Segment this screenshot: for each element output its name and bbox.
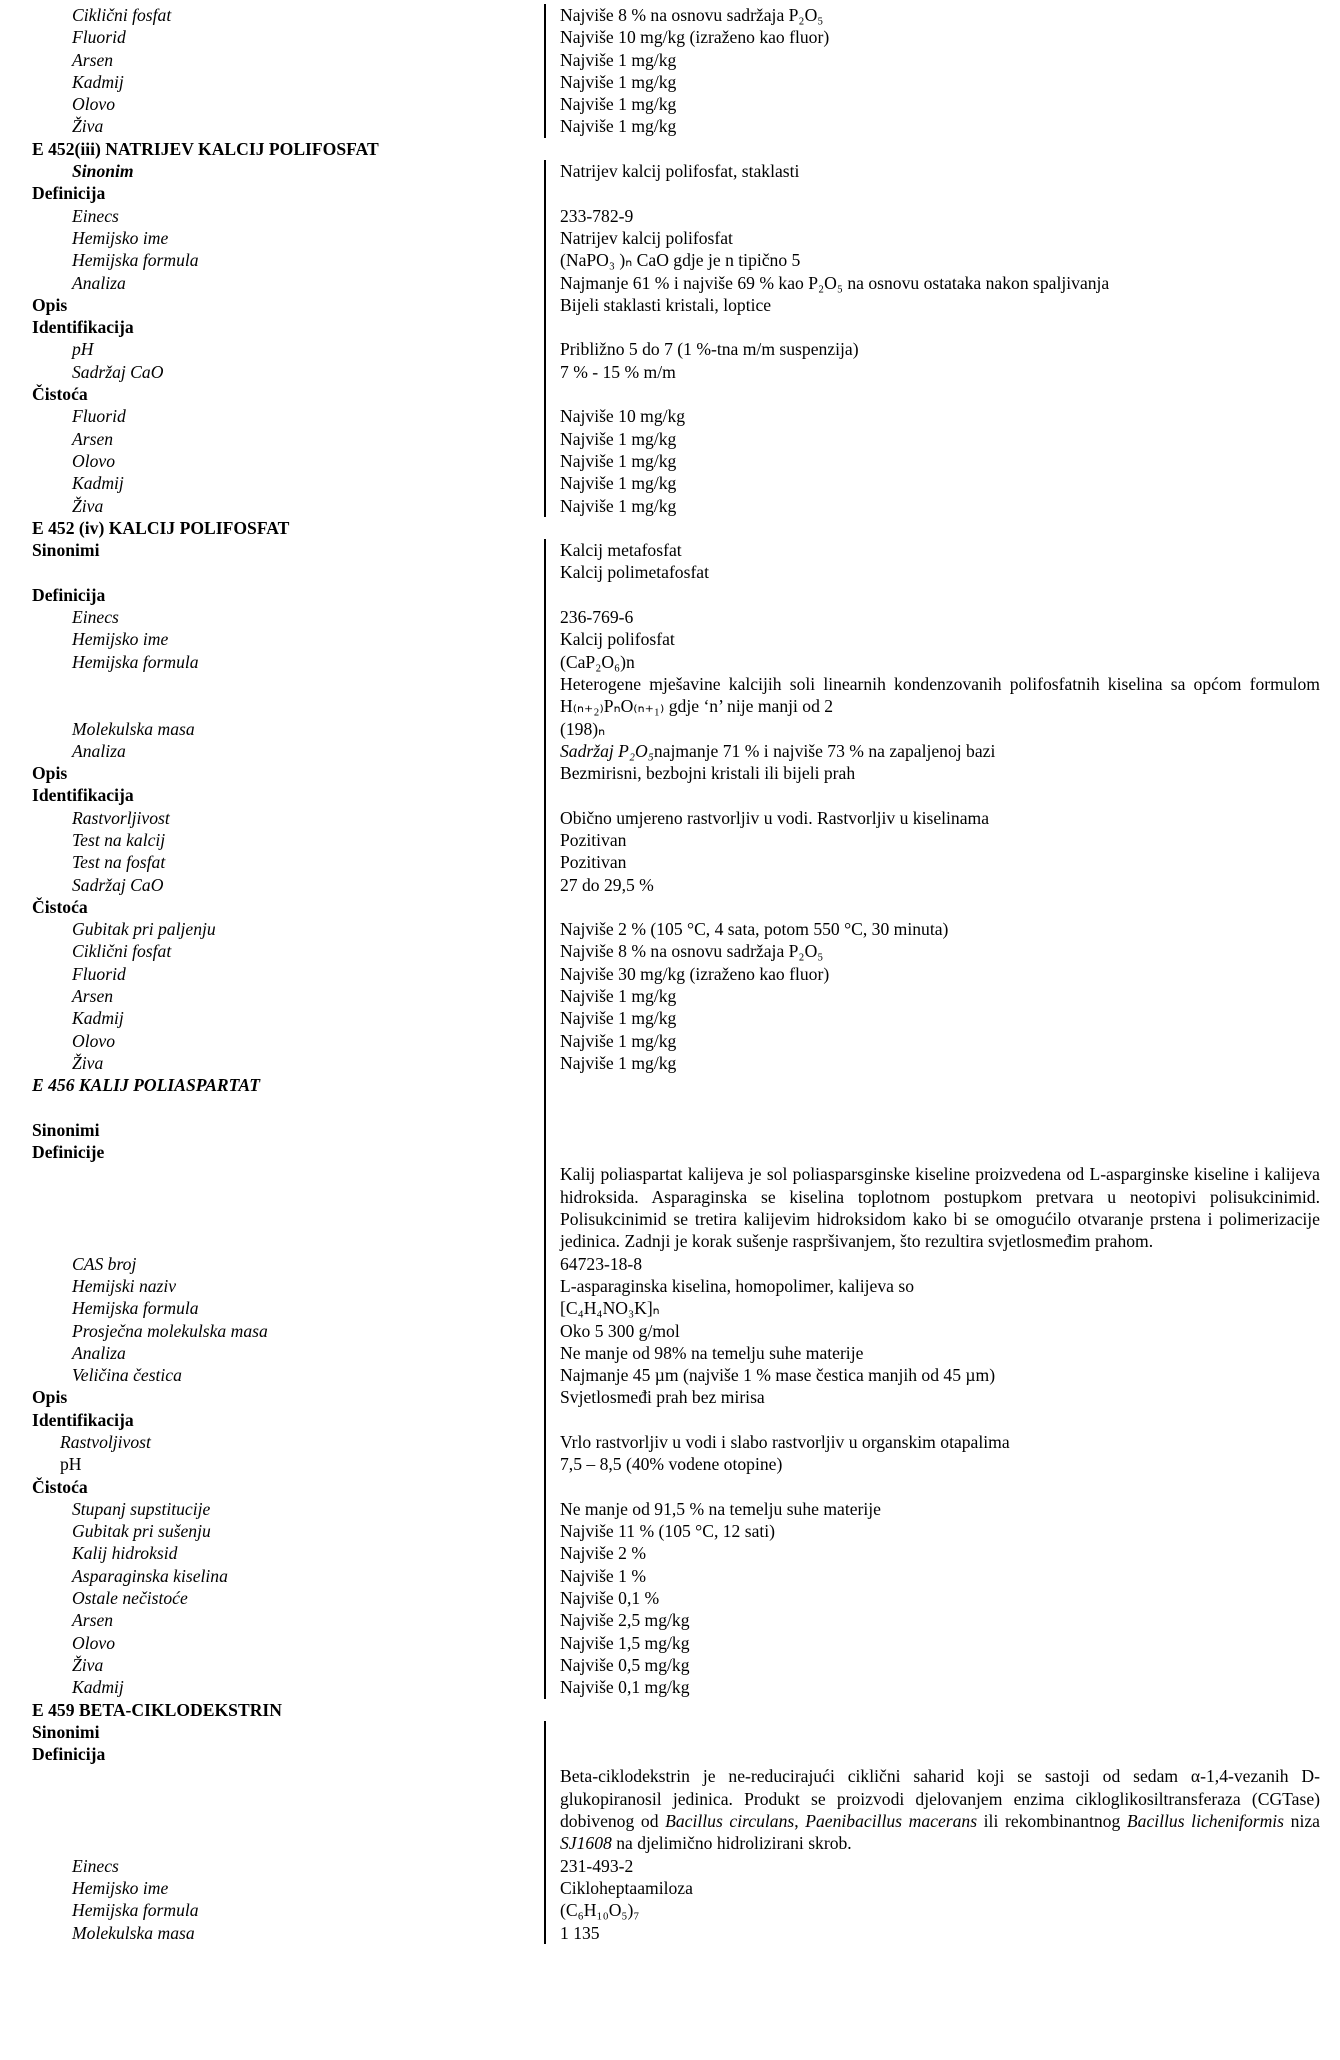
- spec-value: Najviše 1 mg/kg: [544, 115, 1320, 137]
- definition-part: Beta-ciklodekstrin je ne-reducirajući ciklični saharid koji se sastoji od sedam α-1,4-vezanih D-glukopiranosil jedinica. Produkt se proizvodi djelovanjem enzima cikloglikosiltransferaza (CGTase) dobivenog od: [560, 1766, 1320, 1832]
- spec-value: L-asparaginska kiselina, homopolimer, kalijeva so: [544, 1275, 1320, 1297]
- spec-value: Cikloheptaamiloza: [544, 1877, 1320, 1899]
- description-heading: Opis: [32, 1387, 68, 1408]
- definition-heading: Definicija: [32, 183, 106, 204]
- definition-part: na djelimično hidrolizirani skrob.: [616, 1833, 852, 1854]
- definition-text: Kalij poliaspartat kalijeva je sol poliasparsginske kiseline proizvedena od L-asparginske kiseline i kalijeva hidroksida. Asparaginska se kiselina toplotnom postupkom pretvara u neotopivi polisukcinimid. Polisukcinimid se tretira kalijevim hidroksidom kako bi se omogućilo otvaranje prstena i polimerizacije jedinica. Zadnji je korak sušenje raspršivanjem, što rezultira svjetlosmeđim prahom.: [544, 1163, 1320, 1252]
- definition-part: ili rekombinantnog: [983, 1811, 1121, 1832]
- spec-value: Najviše 8 % na osnovu sadržaja P₂O₅: [544, 4, 1320, 26]
- spec-label: Fluorid: [72, 406, 126, 427]
- spec-value: Najviše 1 mg/kg: [544, 93, 1320, 115]
- spec-value: Najviše 0,1 mg/kg: [544, 1676, 1320, 1698]
- section-continued-purity: [32, 4, 1322, 138]
- spec-value: 27 do 29,5 %: [544, 874, 1320, 896]
- spec-value: 7,5 – 8,5 (40% vodene otopine): [544, 1453, 1320, 1475]
- spec-label: Hemijska formula: [72, 1900, 199, 1921]
- identification-heading: Identifikacija: [32, 317, 134, 338]
- spec-label: CAS broj: [72, 1253, 137, 1274]
- synonym-value: Kalcij polimetafosfat: [544, 561, 1320, 583]
- spec-value: Najviše 1 mg/kg: [544, 985, 1320, 1007]
- spec-value: Oko 5 300 g/mol: [544, 1320, 1320, 1342]
- spec-label: Fluorid: [72, 963, 126, 984]
- section-e459: [32, 1699, 1322, 1944]
- spec-value-empty: [544, 1119, 1320, 1141]
- spec-label: Stupanj supstitucije: [72, 1498, 211, 1519]
- spec-value: [544, 740, 1320, 762]
- synonyms-heading: Sinonimi: [32, 1119, 100, 1140]
- spec-value: Približno 5 do 7 (1 %-tna m/m suspenzija): [544, 338, 1320, 360]
- section-title: E 452(iii) NATRIJEV KALCIJ POLIFOSFAT: [32, 138, 379, 159]
- spec-label: Olovo: [72, 94, 115, 115]
- assay-text: najmanje 71 % i najviše 73 % na zapaljenoj bazi: [653, 740, 996, 761]
- spec-value: 231-493-2: [544, 1855, 1320, 1877]
- spec-label: Živa: [72, 1654, 104, 1675]
- spec-label: Test na kalcij: [72, 829, 166, 850]
- spec-row: [32, 71, 1322, 93]
- spec-value-empty: [544, 584, 1320, 606]
- spec-value: Svjetlosmeđi prah bez mirisa: [544, 1386, 1320, 1408]
- spec-value: Najviše 1 mg/kg: [544, 1007, 1320, 1029]
- spec-label: Kadmij: [72, 1008, 124, 1029]
- spec-value-empty: [544, 1721, 1320, 1743]
- spec-label: pH: [60, 1454, 82, 1475]
- spec-value: Najviše 11 % (105 °C, 12 sati): [544, 1520, 1320, 1542]
- spec-value: 236-769-6: [544, 606, 1320, 628]
- section-e452iii: [32, 138, 1322, 517]
- spec-value: Najviše 1 mg/kg: [544, 472, 1320, 494]
- spec-label: Kalij hidroksid: [72, 1543, 178, 1564]
- spec-value: Heterogene mješavine kalcijih soli linearnih kondenzovanih polifosfatnih kiselina sa općom formulom H₍ₙ₊₂₎PₙO₍ₙ₊₁₎ gdje ‘n’ nije manji od 2: [544, 673, 1320, 718]
- spec-value-empty: [544, 1074, 1320, 1096]
- spec-label: Sadržaj CaO: [72, 874, 164, 895]
- spec-value: Bijeli staklasti kristali, loptice: [544, 294, 1320, 316]
- spec-value: Najviše 10 mg/kg (izraženo kao fluor): [544, 26, 1320, 48]
- spec-value: 7 % - 15 % m/m: [544, 361, 1320, 383]
- spec-value-empty: [544, 896, 1320, 918]
- synonym-value: Kalcij metafosfat: [544, 539, 1320, 561]
- spec-value: Obično umjereno rastvorljiv u vodi. Rastvorljiv u kiselinama: [544, 807, 1320, 829]
- purity-heading: Čistoća: [32, 896, 88, 917]
- spec-value: Najviše 2 %: [544, 1542, 1320, 1564]
- spec-label: Einecs: [72, 607, 119, 628]
- synonym-heading: Sinonim: [72, 161, 134, 182]
- spec-value: (NaPO₃ )ₙ CaO gdje je n tipično 5: [544, 249, 1320, 271]
- definition-heading: Definicije: [32, 1142, 105, 1163]
- assay-italic: Sadržaj P₂O₅: [560, 740, 654, 761]
- spec-value-empty: [544, 383, 1320, 405]
- spec-value: Kalcij polifosfat: [544, 628, 1320, 650]
- spec-label: Hemijski naziv: [72, 1275, 177, 1296]
- spec-label: Veličina čestica: [72, 1365, 182, 1386]
- spec-label: Ciklični fosfat: [72, 941, 172, 962]
- spec-value-empty: [544, 1409, 1320, 1431]
- spec-value: Najviše 1 mg/kg: [544, 428, 1320, 450]
- spec-row: [32, 93, 1322, 115]
- spec-value: Ne manje od 98% na temelju suhe materije: [544, 1342, 1320, 1364]
- description-heading: Opis: [32, 763, 68, 784]
- spec-label: Arsen: [72, 49, 114, 70]
- purity-heading: Čistoća: [32, 384, 88, 405]
- spec-label: Olovo: [72, 1632, 115, 1653]
- spec-value: Pozitivan: [544, 851, 1320, 873]
- spec-value: (198)ₙ: [544, 718, 1320, 740]
- spec-label: Arsen: [72, 986, 114, 1007]
- spec-label: pH: [72, 339, 94, 360]
- spec-value: 1 135: [544, 1922, 1320, 1944]
- spec-value: 233-782-9: [544, 205, 1320, 227]
- spec-value: Najviše 1 mg/kg: [544, 71, 1320, 93]
- spec-value-empty: [544, 1743, 1320, 1765]
- spec-label: Analiza: [72, 740, 126, 761]
- spec-value-empty: [544, 1097, 1320, 1119]
- spec-label: Prosječna molekulska masa: [72, 1320, 268, 1341]
- spec-label: Molekulska masa: [72, 718, 195, 739]
- definition-part: ,: [794, 1811, 799, 1832]
- spec-label: Hemijsko ime: [72, 1877, 169, 1898]
- spec-value-empty: [544, 784, 1320, 806]
- section-e456: [32, 1074, 1322, 1698]
- synonyms-heading: Sinonimi: [32, 540, 100, 561]
- section-title: E 459 BETA-CIKLODEKSTRIN: [32, 1699, 282, 1720]
- section-e452iv: [32, 517, 1322, 1074]
- spec-value: Najviše 30 mg/kg (izraženo kao fluor): [544, 963, 1320, 985]
- spec-label: Olovo: [72, 1030, 115, 1051]
- spec-label: Analiza: [72, 272, 126, 293]
- spec-value: (CaP₂O₆)n: [544, 651, 1320, 673]
- spec-label: Kadmij: [72, 71, 124, 92]
- spec-label: Arsen: [72, 1610, 114, 1631]
- spec-value-empty: [544, 182, 1320, 204]
- identification-heading: Identifikacija: [32, 785, 134, 806]
- spec-label: Kadmij: [72, 473, 124, 494]
- spec-label: Fluorid: [72, 27, 126, 48]
- spec-value-empty: [544, 316, 1320, 338]
- spec-label: Test na fosfat: [72, 852, 166, 873]
- spec-row: [32, 115, 1322, 137]
- definition-heading: Definicija: [32, 1744, 106, 1765]
- spec-label: Asparaginska kiselina: [72, 1565, 228, 1586]
- synonym-value: Natrijev kalcij polifosfat, staklasti: [544, 160, 1320, 182]
- spec-label: Hemijsko ime: [72, 227, 169, 248]
- spec-value: Najviše 10 mg/kg: [544, 405, 1320, 427]
- spec-value-empty: [544, 1141, 1320, 1163]
- identification-heading: Identifikacija: [32, 1409, 134, 1430]
- spec-row: [32, 4, 1322, 26]
- organism-name: Paenibacillus macerans: [805, 1811, 978, 1832]
- spec-value: Bezmirisni, bezbojni kristali ili bijeli prah: [544, 762, 1320, 784]
- description-heading: Opis: [32, 294, 68, 315]
- spec-value: Najviše 1 mg/kg: [544, 1030, 1320, 1052]
- spec-value: Najviše 0,1 %: [544, 1587, 1320, 1609]
- definition-heading: Definicija: [32, 584, 106, 605]
- spec-value: Najviše 1,5 mg/kg: [544, 1632, 1320, 1654]
- spec-label: Ostale nečistoće: [72, 1588, 188, 1609]
- spec-label: Hemijska formula: [72, 1298, 199, 1319]
- spec-label: Gubitak pri paljenju: [72, 919, 216, 940]
- spec-label: Hemijska formula: [72, 250, 199, 271]
- spec-value: Pozitivan: [544, 829, 1320, 851]
- strain-name: SJ1608: [560, 1833, 612, 1854]
- spec-label: Analiza: [72, 1342, 126, 1363]
- document-page: [32, 4, 1322, 1944]
- spec-label: Einecs: [72, 1855, 119, 1876]
- spec-label: Živa: [72, 1052, 104, 1073]
- organism-name: Bacillus licheniformis: [1126, 1811, 1285, 1832]
- spec-label: Olovo: [72, 450, 115, 471]
- spec-value: 64723-18-8: [544, 1253, 1320, 1275]
- spec-label: Ciklični fosfat: [72, 5, 172, 25]
- purity-heading: Čistoća: [32, 1476, 88, 1497]
- spec-value: Najmanje 45 µm (najviše 1 % mase čestica manjih od 45 µm): [544, 1364, 1320, 1386]
- spec-label: Gubitak pri sušenju: [72, 1521, 211, 1542]
- section-title: E 452 (iv) KALCIJ POLIFOSFAT: [32, 517, 290, 538]
- definition-part: niza: [1290, 1811, 1320, 1832]
- spec-value: Najviše 1 %: [544, 1565, 1320, 1587]
- organism-name: Bacillus circulans: [665, 1811, 795, 1832]
- spec-value: Najviše 1 mg/kg: [544, 49, 1320, 71]
- spec-row: [32, 26, 1322, 48]
- spec-label: Rastvoljivost: [60, 1432, 151, 1452]
- spec-value: Najmanje 61 % i najviše 69 % kao P₂O₅ na osnovu ostataka nakon spaljivanja: [544, 272, 1320, 294]
- spec-row: [32, 49, 1322, 71]
- spec-label: Molekulska masa: [72, 1922, 195, 1943]
- spec-label: Živa: [72, 495, 104, 516]
- spec-value: Ne manje od 91,5 % na temelju suhe materije: [544, 1498, 1320, 1520]
- spec-value: Najviše 8 % na osnovu sadržaja P₂O₅: [544, 940, 1320, 962]
- spec-value: Najviše 1 mg/kg: [544, 450, 1320, 472]
- spec-value: Najviše 2,5 mg/kg: [544, 1609, 1320, 1631]
- spec-label: Sadržaj CaO: [72, 361, 164, 382]
- spec-value: Najviše 2 % (105 °C, 4 sata, potom 550 °C, 30 minuta): [544, 918, 1320, 940]
- spec-value: Vrlo rastvorljiv u vodi i slabo rastvorljiv u organskim otapalima: [544, 1431, 1320, 1453]
- section-title: E 456 KALIJ POLIASPARTAT: [32, 1075, 260, 1096]
- spec-value: Najviše 1 mg/kg: [544, 495, 1320, 517]
- spec-value: Najviše 1 mg/kg: [544, 1052, 1320, 1074]
- spec-label: Kadmij: [72, 1677, 124, 1698]
- synonyms-heading: Sinonimi: [32, 1721, 100, 1742]
- spec-label: Hemijska formula: [72, 651, 199, 672]
- spec-label: Živa: [72, 116, 104, 137]
- definition-text: [544, 1765, 1320, 1854]
- spec-value-empty: [544, 1476, 1320, 1498]
- spec-label: Rastvorljivost: [72, 807, 170, 828]
- spec-value: [C₄H₄NO₃K]ₙ: [544, 1297, 1320, 1319]
- spec-label: Hemijsko ime: [72, 629, 169, 650]
- spec-label: Arsen: [72, 428, 114, 449]
- spec-value: Najviše 0,5 mg/kg: [544, 1654, 1320, 1676]
- spec-value: (C₆H₁₀O₅)₇: [544, 1899, 1320, 1921]
- spec-label: Einecs: [72, 205, 119, 226]
- spec-value: Natrijev kalcij polifosfat: [544, 227, 1320, 249]
